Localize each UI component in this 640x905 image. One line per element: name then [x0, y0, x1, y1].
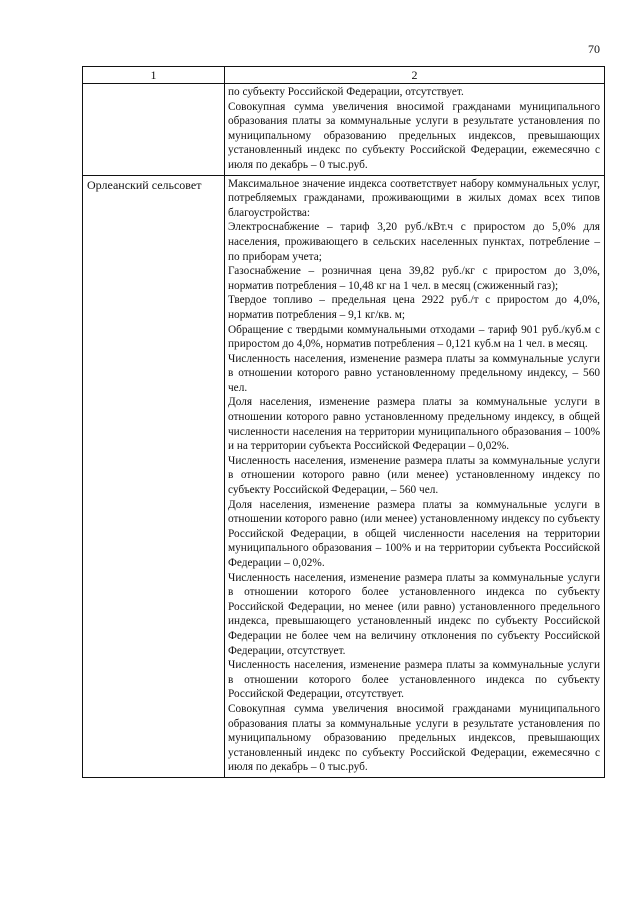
paragraph: Твердое топливо – предельная цена 2922 руб./т с приростом до 4,0%, норматив потребления – 9,1 кг/кв. м;: [228, 294, 600, 321]
paragraph: Численность населения, изменение размера платы за коммунальные услуги в отношении которого равно (или менее) установленному индексу по субъекту Российской Федерации, – 560 чел.: [228, 454, 600, 497]
table-header-col-2: 2: [411, 68, 418, 82]
paragraph: Электроснабжение – тариф 3,20 руб./кВт.ч с приростом до 5,0% для населения, проживающего в сельских населенных пунктах, потребление – по приборам учета;: [228, 221, 600, 263]
paragraph: Доля населения, изменение размера платы за коммунальные услуги в отношении которого равно (или менее) установленному индексу по субъекту Российской Федерации, в общей численности населения на территории муниципального образования – 100% и на территории субъекта Российской Федерации – 0,02%.: [228, 498, 600, 569]
table-row: [83, 84, 604, 176]
paragraph: Совокупная сумма увеличения вносимой гражданами муниципального образования платы за коммунальные услуги в результате установления по муниципальному образованию предельных индексов, превышающих установленный индекс по субъекту Российской Федерации, ежемесячно с июля по декабрь – 0 тыс.руб.: [228, 702, 600, 774]
table-header-col-1: 1: [83, 67, 225, 83]
paragraph: Максимальное значение индекса соответствует набору коммунальных услуг, потребляемых гражданами, проживающими в жилых домах всех типов благоустройства:: [228, 177, 600, 219]
paragraph: Доля населения, изменение размера платы за коммунальные услуги в отношении которого равно установленному предельному индексу, в общей численности населения на территории муниципального образования – 100% и на территории субъекта Российской Федерации – 0,02%.: [228, 396, 600, 453]
paragraph: Численность населения, изменение размера платы за коммунальные услуги в отношении которого равно установленному предельному индексу, – 560 чел.: [228, 352, 600, 394]
paragraph: Совокупная сумма увеличения вносимой гражданами муниципального образования платы за коммунальные услуги в результате установления по муниципальному образованию предельных индексов, превышающих установленный индекс по субъекту Российской Федерации, ежемесячно с июля по декабрь – 0 тыс.руб.: [228, 100, 600, 171]
table-row: [83, 176, 604, 777]
row-description-cell: [225, 84, 604, 175]
row-description-cell: [225, 176, 604, 777]
page-number: 70: [588, 42, 600, 56]
row-municipality-cell: [83, 84, 225, 175]
paragraph: Численность населения, изменение размера платы за коммунальные услуги в отношении которого более установленного индекса по субъекту Российской Федерации, отсутствует.: [228, 659, 600, 701]
paragraph: Численность населения, изменение размера платы за коммунальные услуги в отношении которого более установленного индекса по субъекту Российской Федерации, но менее (или равно) установленного предельного индекса, превышающего установленный индекс по субъекту Российской Федерации не более чем на величину отклонения по субъекту Российской Федерации, отсутствует.: [228, 571, 600, 657]
paragraph: Газоснабжение – розничная цена 39,82 руб./кг с приростом до 3,0%, норматив потребления – 10,48 кг на 1 чел. в месяц (сжиженный газ);: [228, 265, 600, 292]
row-municipality-cell: Орлеанский сельсовет: [83, 176, 225, 777]
paragraph: Обращение с твердыми коммунальными отходами – тариф 901 руб./куб.м с приростом до 4,0%, норматив потребления – 0,121 куб.м на 1 чел. в месяц.: [228, 323, 600, 351]
paragraph: по субъекту Российской Федерации, отсутствует.: [228, 86, 464, 98]
tariff-table: [82, 66, 605, 778]
table-header-row: [83, 67, 604, 84]
